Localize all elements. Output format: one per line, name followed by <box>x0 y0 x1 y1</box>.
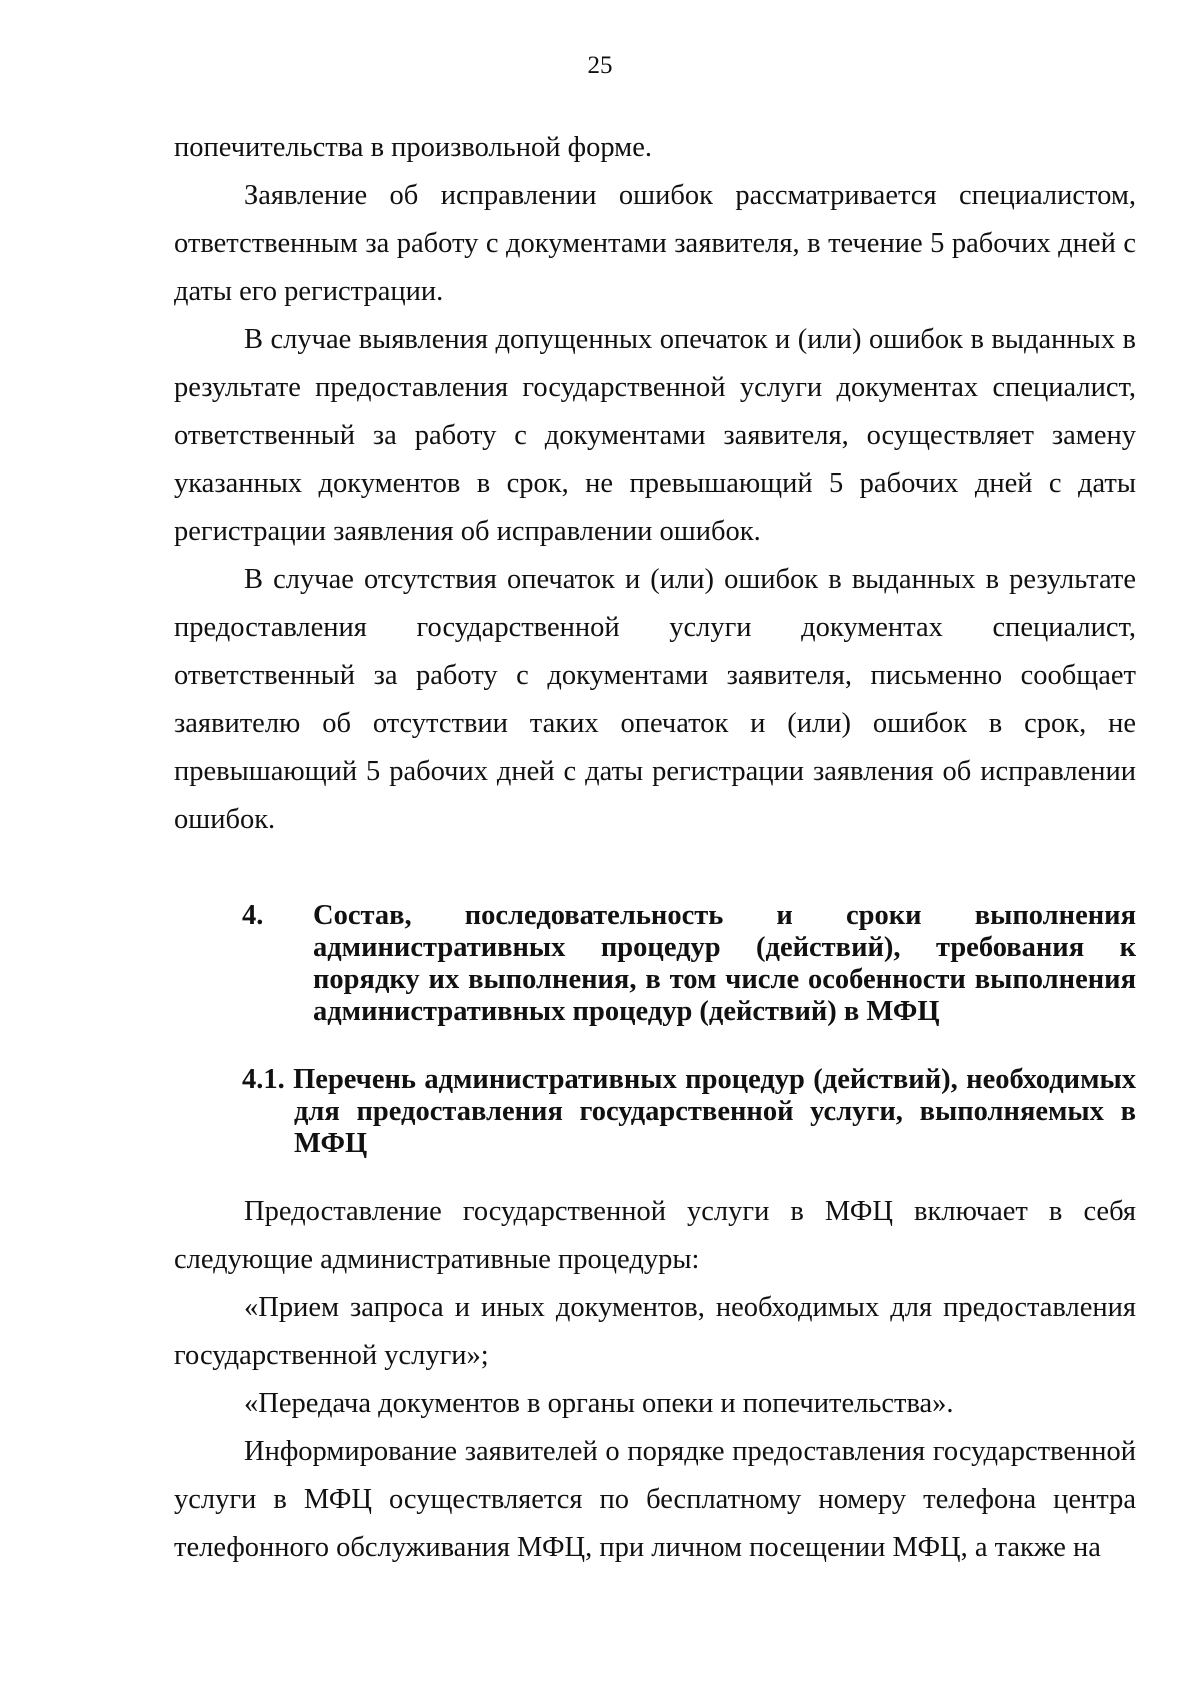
paragraph-no-errors-rest: ответственный за работу с документами заявителя, письменно сообщает заявителю об отсутствии таких опечаток и (или) ошибок в срок, не превышающий 5 рабочих дней с даты регистрации заявления об исправлении ошибок. <box>174 660 1136 835</box>
paragraph-errors-found: В случае выявления допущенных опечаток и (или) ошибок в выданных в результате предоставления государственной услуги документах специалист, ответственный за работу с документами заявителя, осуществляет замену указанных документов в срок, не превышающий 5 рабочих дней с даты регистрации заявления об исправлении ошибок. <box>174 324 1136 547</box>
section-4-number: 4. <box>242 900 264 931</box>
section-4-heading <box>242 900 1136 1028</box>
paragraph-procedure-1: «Прием запроса и иных документов, необходимых для предоставления государственной услуги»; <box>174 1292 1136 1371</box>
paragraph-no-errors-line1: В случае отсутствия опечаток и (или) ошибок в выданных в результате <box>244 564 1136 595</box>
body-text-top <box>174 124 1136 844</box>
paragraph-informing: Информирование заявителей о порядке предоставления государственной услуги в МФЦ осуществляется по бесплатному номеру телефона центра телефонного обслуживания МФЦ, при личном посещении МФЦ, а также на <box>174 1436 1136 1563</box>
section-4-title: Состав, последовательность и сроки выполнения административных процедур (действий), требования к порядку их выполнения, в том числе особенности выполнения административных процедур (действий) в МФЦ <box>313 900 1136 1027</box>
paragraph-error-correction: Заявление об исправлении ошибок рассматривается специалистом, ответственным за работу с документами заявителя, в течение 5 рабочих дней с даты его регистрации. <box>174 180 1136 307</box>
section-4-1-heading <box>242 1064 1136 1160</box>
paragraph-no-errors-line2: предоставления государственной услуги документах специалист, <box>174 612 1136 643</box>
body-text-bottom <box>174 1188 1136 1572</box>
paragraph-mfc-procedures: Предоставление государственной услуги в МФЦ включает в себя следующие административные процедуры: <box>174 1196 1136 1275</box>
page-number: 25 <box>587 52 613 79</box>
paragraph-procedure-2: «Передача документов в органы опеки и попечительства». <box>244 1388 954 1419</box>
paragraph-continuation: попечительства в произвольной форме. <box>174 132 652 163</box>
section-4-1-title: 4.1. Перечень административных процедур (действий), необходимых для предоставления государственной услуги, выполняемых в МФЦ <box>242 1064 1136 1159</box>
paragraph-no-errors <box>174 556 1136 844</box>
